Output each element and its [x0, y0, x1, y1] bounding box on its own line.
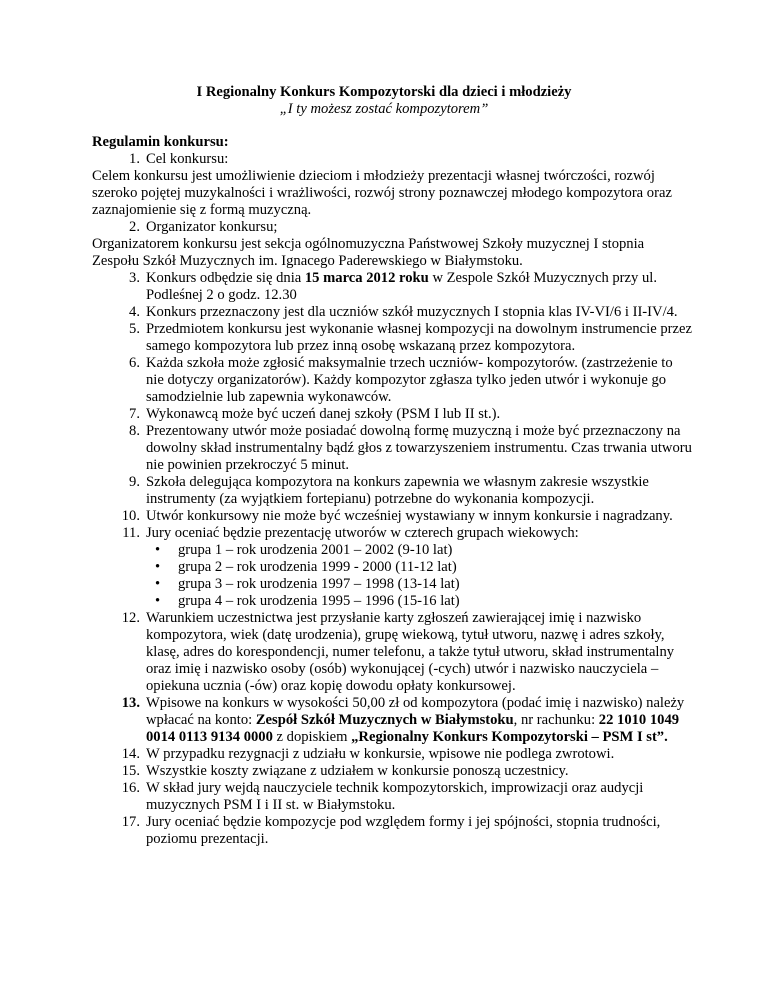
age-group-text: grupa 4 – rok urodzenia 1995 – 1996 (15-16 lat) — [178, 593, 460, 609]
rule-number: 3. — [129, 270, 140, 286]
rule-number: 2. — [129, 219, 140, 235]
bank-account-number: 22 1010 1049 0014 0113 9134 0000 — [146, 712, 680, 745]
rule-text: z dopiskiem — [272, 729, 352, 745]
rule-item-4 — [92, 304, 692, 321]
document-title: I Regionalny Konkurs Kompozytorski dla dzieci i młodzieży — [196, 84, 572, 100]
list-item — [92, 559, 692, 576]
list-item — [92, 542, 692, 559]
rule-date: 15 marca 2012 roku — [304, 270, 429, 286]
age-group-text: grupa 2 – rok urodzenia 1999 - 2000 (11-12 lat) — [178, 559, 457, 575]
bullet-icon: • — [155, 576, 161, 592]
rule-item-15 — [92, 763, 692, 780]
rules-content — [92, 134, 692, 848]
rule-paragraph: Celem konkursu jest umożliwienie dzieciom i młodzieży prezentacji własnej twórczości, rozwój szeroko pojętej muzykalności i wrażliwości, rozwój strony poznawczej młodego kompozytora oraz zaznajomienie się z formą muzyczną. — [92, 168, 672, 218]
rule-text: Konkurs odbędzie się dnia — [146, 270, 305, 286]
rule-number: 17. — [121, 814, 140, 830]
rule-text: Przedmiotem konkursu jest wykonanie własnej kompozycji na dowolnym instrumencie przez samego kompozytora lub przez inną osobę wskazaną przez kompozytora. — [146, 321, 692, 354]
rule-number: 14. — [121, 746, 140, 762]
rule-item-5 — [92, 321, 692, 355]
rule-number: 4. — [129, 304, 140, 320]
rules-heading: Regulamin konkursu: — [92, 134, 229, 150]
rule-text: Wykonawcą może być uczeń danej szkoły (PSM I lub II st.). — [146, 406, 501, 422]
rule-text: Jury oceniać będzie kompozycje pod względem formy i jej spójności, stopnia trudności, poziomu prezentacji. — [146, 814, 661, 847]
rule-text: Każda szkoła może zgłosić maksymalnie trzech uczniów- kompozytorów. (zastrzeżenie to nie dotyczy organizatorów). Każdy kompozytor zgłasza tylko jeden utwór i wykonuje go samodzielnie lub zapewnia wykonawców. — [146, 355, 673, 405]
rule-text: Szkoła delegująca kompozytora na konkurs zapewnia we własnym zakresie wszystkie instrumenty (za wyjątkiem fortepianu) potrzebne do wykonania kompozycji. — [146, 474, 649, 507]
rule-text: Organizator konkursu; — [146, 219, 278, 235]
rule-item-13 — [92, 695, 692, 746]
list-item — [92, 593, 692, 610]
rule-text: , nr rachunku: — [513, 712, 599, 728]
transfer-note: „Regionalny Konkurs Kompozytorski – PSM I st”. — [351, 729, 668, 745]
rule-item-9 — [92, 474, 692, 508]
rule-text: Prezentowany utwór może posiadać dowolną formę muzyczną i może być przeznaczony na dowolny skład instrumentalny bądź głos z towarzyszeniem instrumentu. Czas trwania utworu nie powinien przekroczyć 5 minut. — [146, 423, 692, 473]
rule-number: 5. — [129, 321, 140, 337]
rule-text: Utwór konkursowy nie może być wcześniej wystawiany w innym konkursie i nagradzany. — [146, 508, 673, 524]
rule-text: Wpisowe na konkurs w wysokości 50,00 zł od kompozytora (podać imię i nazwisko) należy wpłacać na konto: — [146, 695, 685, 728]
rule-number: 6. — [129, 355, 140, 371]
bullet-icon: • — [155, 559, 161, 575]
age-groups-list — [92, 542, 692, 610]
rule-number: 12. — [121, 610, 140, 626]
rule-number: 15. — [121, 763, 140, 779]
bank-recipient: Zespół Szkół Muzycznych w Białymstoku — [255, 712, 514, 728]
document-subtitle: „I ty możesz zostać kompozytorem” — [279, 101, 489, 117]
rule-number: 11. — [122, 525, 140, 541]
rule-text: Konkurs przeznaczony jest dla uczniów szkół muzycznych I stopnia klas IV-VI/6 i II-IV/4. — [146, 304, 678, 320]
age-group-text: grupa 3 – rok urodzenia 1997 – 1998 (13-14 lat) — [178, 576, 460, 592]
rule-text: Wszystkie koszty związane z udziałem w konkursie ponoszą uczestnicy. — [146, 763, 569, 779]
rule-text: Jury oceniać będzie prezentację utworów w czterech grupach wiekowych: — [146, 525, 579, 541]
rule-number: 16. — [121, 780, 140, 796]
rule-text: Cel konkursu: — [146, 151, 229, 167]
rule-item-12 — [92, 610, 692, 695]
rule-text: w Zespole Szkół Muzycznych przy ul. Podleśnej 2 o godz. 12.30 — [146, 270, 657, 303]
rule-number: 7. — [129, 406, 140, 422]
rule-text: W skład jury wejdą nauczyciele technik kompozytorskich, improwizacji oraz audycji muzycznych PSM I i II st. w Białymstoku. — [146, 780, 644, 813]
bullet-icon: • — [155, 593, 161, 609]
rule-item-7 — [92, 406, 692, 423]
rule-text: Warunkiem uczestnictwa jest przysłanie karty zgłoszeń zawierającej imię i nazwisko kompozytora, wiek (datę urodzenia), grupę wiekową, tytuł utworu, nazwę i adres szkoły, klasę, adres do korespondencji, numer telefonu, a także tytuł utworu, skład instrumentalny oraz imię i nazwisko osoby (osób) wykonującej (-cych) utwór i nazwisko nauczyciela –opiekuna ucznia (-ów) oraz kopię dowodu opłaty konkursowej. — [146, 610, 675, 694]
rule-item-14 — [92, 746, 692, 763]
rule-item-3 — [92, 270, 692, 304]
bullet-icon: • — [155, 542, 161, 558]
rule-item-1 — [92, 151, 692, 168]
rule-number: 10. — [121, 508, 140, 524]
rule-item-17 — [92, 814, 692, 848]
rule-item-8 — [92, 423, 692, 474]
rule-number: 1. — [129, 151, 140, 167]
rule-number: 13. — [121, 695, 140, 711]
rule-item-6 — [92, 355, 692, 406]
rule-item-11 — [92, 525, 692, 542]
rule-number: 9. — [129, 474, 140, 490]
rule-text: W przypadku rezygnacji z udziału w konkursie, wpisowe nie podlega zwrotowi. — [146, 746, 615, 762]
rule-item-10 — [92, 508, 692, 525]
rule-item-2 — [92, 219, 692, 236]
age-group-text: grupa 1 – rok urodzenia 2001 – 2002 (9-10 lat) — [178, 542, 453, 558]
rule-item-16 — [92, 780, 692, 814]
rule-number: 8. — [129, 423, 140, 439]
rule-paragraph: Organizatorem konkursu jest sekcja ogólnomuzyczna Państwowej Szkoły muzycznej I stopnia Zespołu Szkół Muzycznych im. Ignacego Paderewskiego w Białymstoku. — [92, 236, 645, 269]
list-item — [92, 576, 692, 593]
